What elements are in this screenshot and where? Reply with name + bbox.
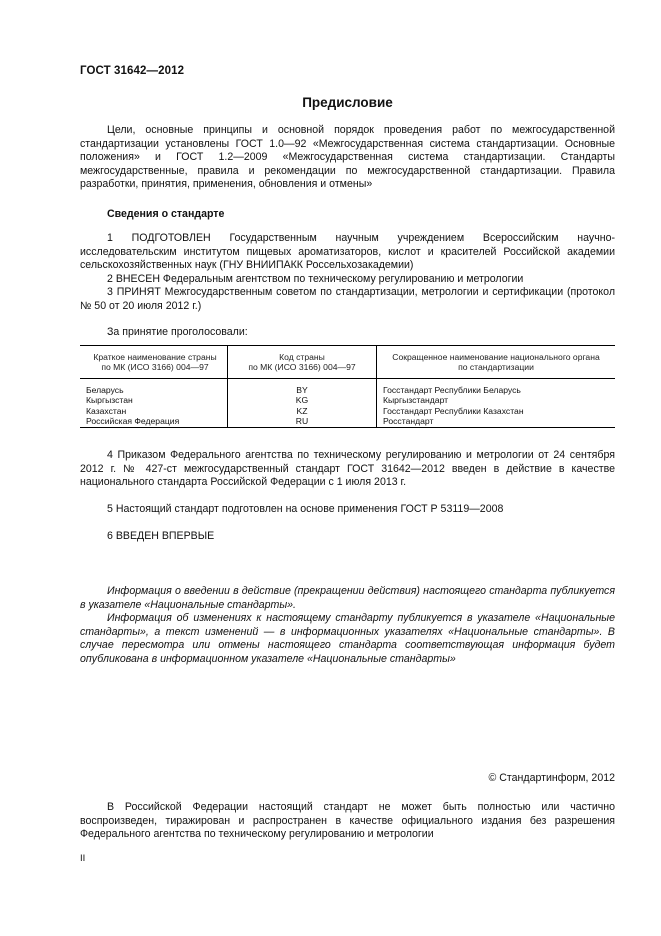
page-number: II <box>80 853 86 864</box>
table-row <box>80 406 615 416</box>
item-4-paragraph: 4 Приказом Федерального агентства по техническому регулированию и метрологии от 24 сентября 2012 г. № 427-ст межгосударственный стандарт ГОСТ 31642—2012 введен в действие в качестве национального стандарта Российской Федерации с 1 июля 2013 г. <box>80 449 615 489</box>
country-cell: Казахстан <box>86 405 127 416</box>
item-2-paragraph: 2 ВНЕСЕН Федеральным агентством по техническому регулированию и метрологии <box>107 273 524 285</box>
legal-notice: В Российской Федерации настоящий стандарт не может быть полностью или частично воспроизведен, тиражирован и распространен в качестве официального издания без разрешения Федерального агентства по техническому регулированию и метрологии <box>80 801 615 841</box>
voted-label: За принятие проголосовали: <box>107 326 248 338</box>
country-cell: Кыргызстан <box>86 395 133 406</box>
table-row <box>80 378 615 395</box>
copyright-notice: © Стандартинформ, 2012 <box>488 772 615 784</box>
standards-body-cell: Госстандарт Республики Беларусь <box>377 378 616 395</box>
item-5-paragraph: 5 Настоящий стандарт подготовлен на основе применения ГОСТ Р 53119—2008 <box>107 503 504 515</box>
column-header-line: Код страны <box>279 352 325 362</box>
section-title: Сведения о стандарте <box>107 208 225 220</box>
column-header-line: Краткое наименование страны <box>93 352 217 362</box>
code-cell: KG <box>228 395 377 405</box>
table-row <box>80 416 615 428</box>
table-header-row <box>80 346 615 379</box>
intro-paragraph: Цели, основные принципы и основной порядок проведения работ по межгосударственной стандартизации установлены ГОСТ 1.0—92 «Межгосударственная система стандартизации. Основные положения» и ГОСТ 1.2—2009 «Межгосударственная система стандартизации. Стандарты межгосударственные, правила и рекомендации по межгосударственной стандартизации. Правила разработки, принятия, применения, обновления и отмены» <box>80 124 615 191</box>
column-header-body <box>377 346 616 379</box>
code-cell: BY <box>228 378 377 395</box>
column-header-line: Сокращенное наименование национального органа <box>392 352 600 362</box>
country-cell: Российская Федерация <box>80 416 228 428</box>
code-cell: RU <box>228 416 377 428</box>
document-id-header: ГОСТ 31642—2012 <box>80 65 185 77</box>
info-introduction-note: Информация о введении в действие (прекращении действия) настоящего стандарта публикуется в указателе «Национальные стандарты». <box>80 585 615 611</box>
standards-body-cell: Кыргызстандарт <box>377 395 616 405</box>
standards-body-cell: Госстандарт Республики Казахстан <box>377 406 616 416</box>
country-cell: Беларусь <box>86 384 124 395</box>
column-header-line: по МК (ИСО 3166) 004—97 <box>101 362 209 373</box>
standards-body-cell: Росстандарт <box>377 416 616 428</box>
page-title: Предисловие <box>302 95 393 110</box>
item-6-paragraph: 6 ВВЕДЕН ВПЕРВЫЕ <box>107 530 215 542</box>
code-cell: KZ <box>228 406 377 416</box>
item-1-paragraph: 1 ПОДГОТОВЛЕН Государственным научным учреждением Всероссийским научно-исследовательским институтом пищевых ароматизаторов, кислот и красителей Российской академии сельскохозяйственных наук (ГНУ ВНИИПАКК Россельхозакадемии) <box>80 232 615 272</box>
item-3-paragraph: 3 ПРИНЯТ Межгосударственным советом по стандартизации, метрологии и сертификации (протокол № 50 от 20 июля 2012 г.) <box>80 286 615 312</box>
table-row <box>80 395 615 405</box>
column-header-line: по МК (ИСО 3166) 004—97 <box>248 362 356 373</box>
column-header-country <box>80 346 228 379</box>
column-header-line: по стандартизации <box>458 362 534 373</box>
voting-table <box>80 345 615 428</box>
column-header-code <box>228 346 377 379</box>
info-changes-note: Информация об изменениях к настоящему стандарту публикуется в указателе «Национальные стандарты», а текст изменений — в информационных указателях «Национальные стандарты». В случае пересмотра или отмены настоящего стандарта соответствующая информация будет опубликована в информационном указателе «Национальные стандарты» <box>80 612 615 665</box>
